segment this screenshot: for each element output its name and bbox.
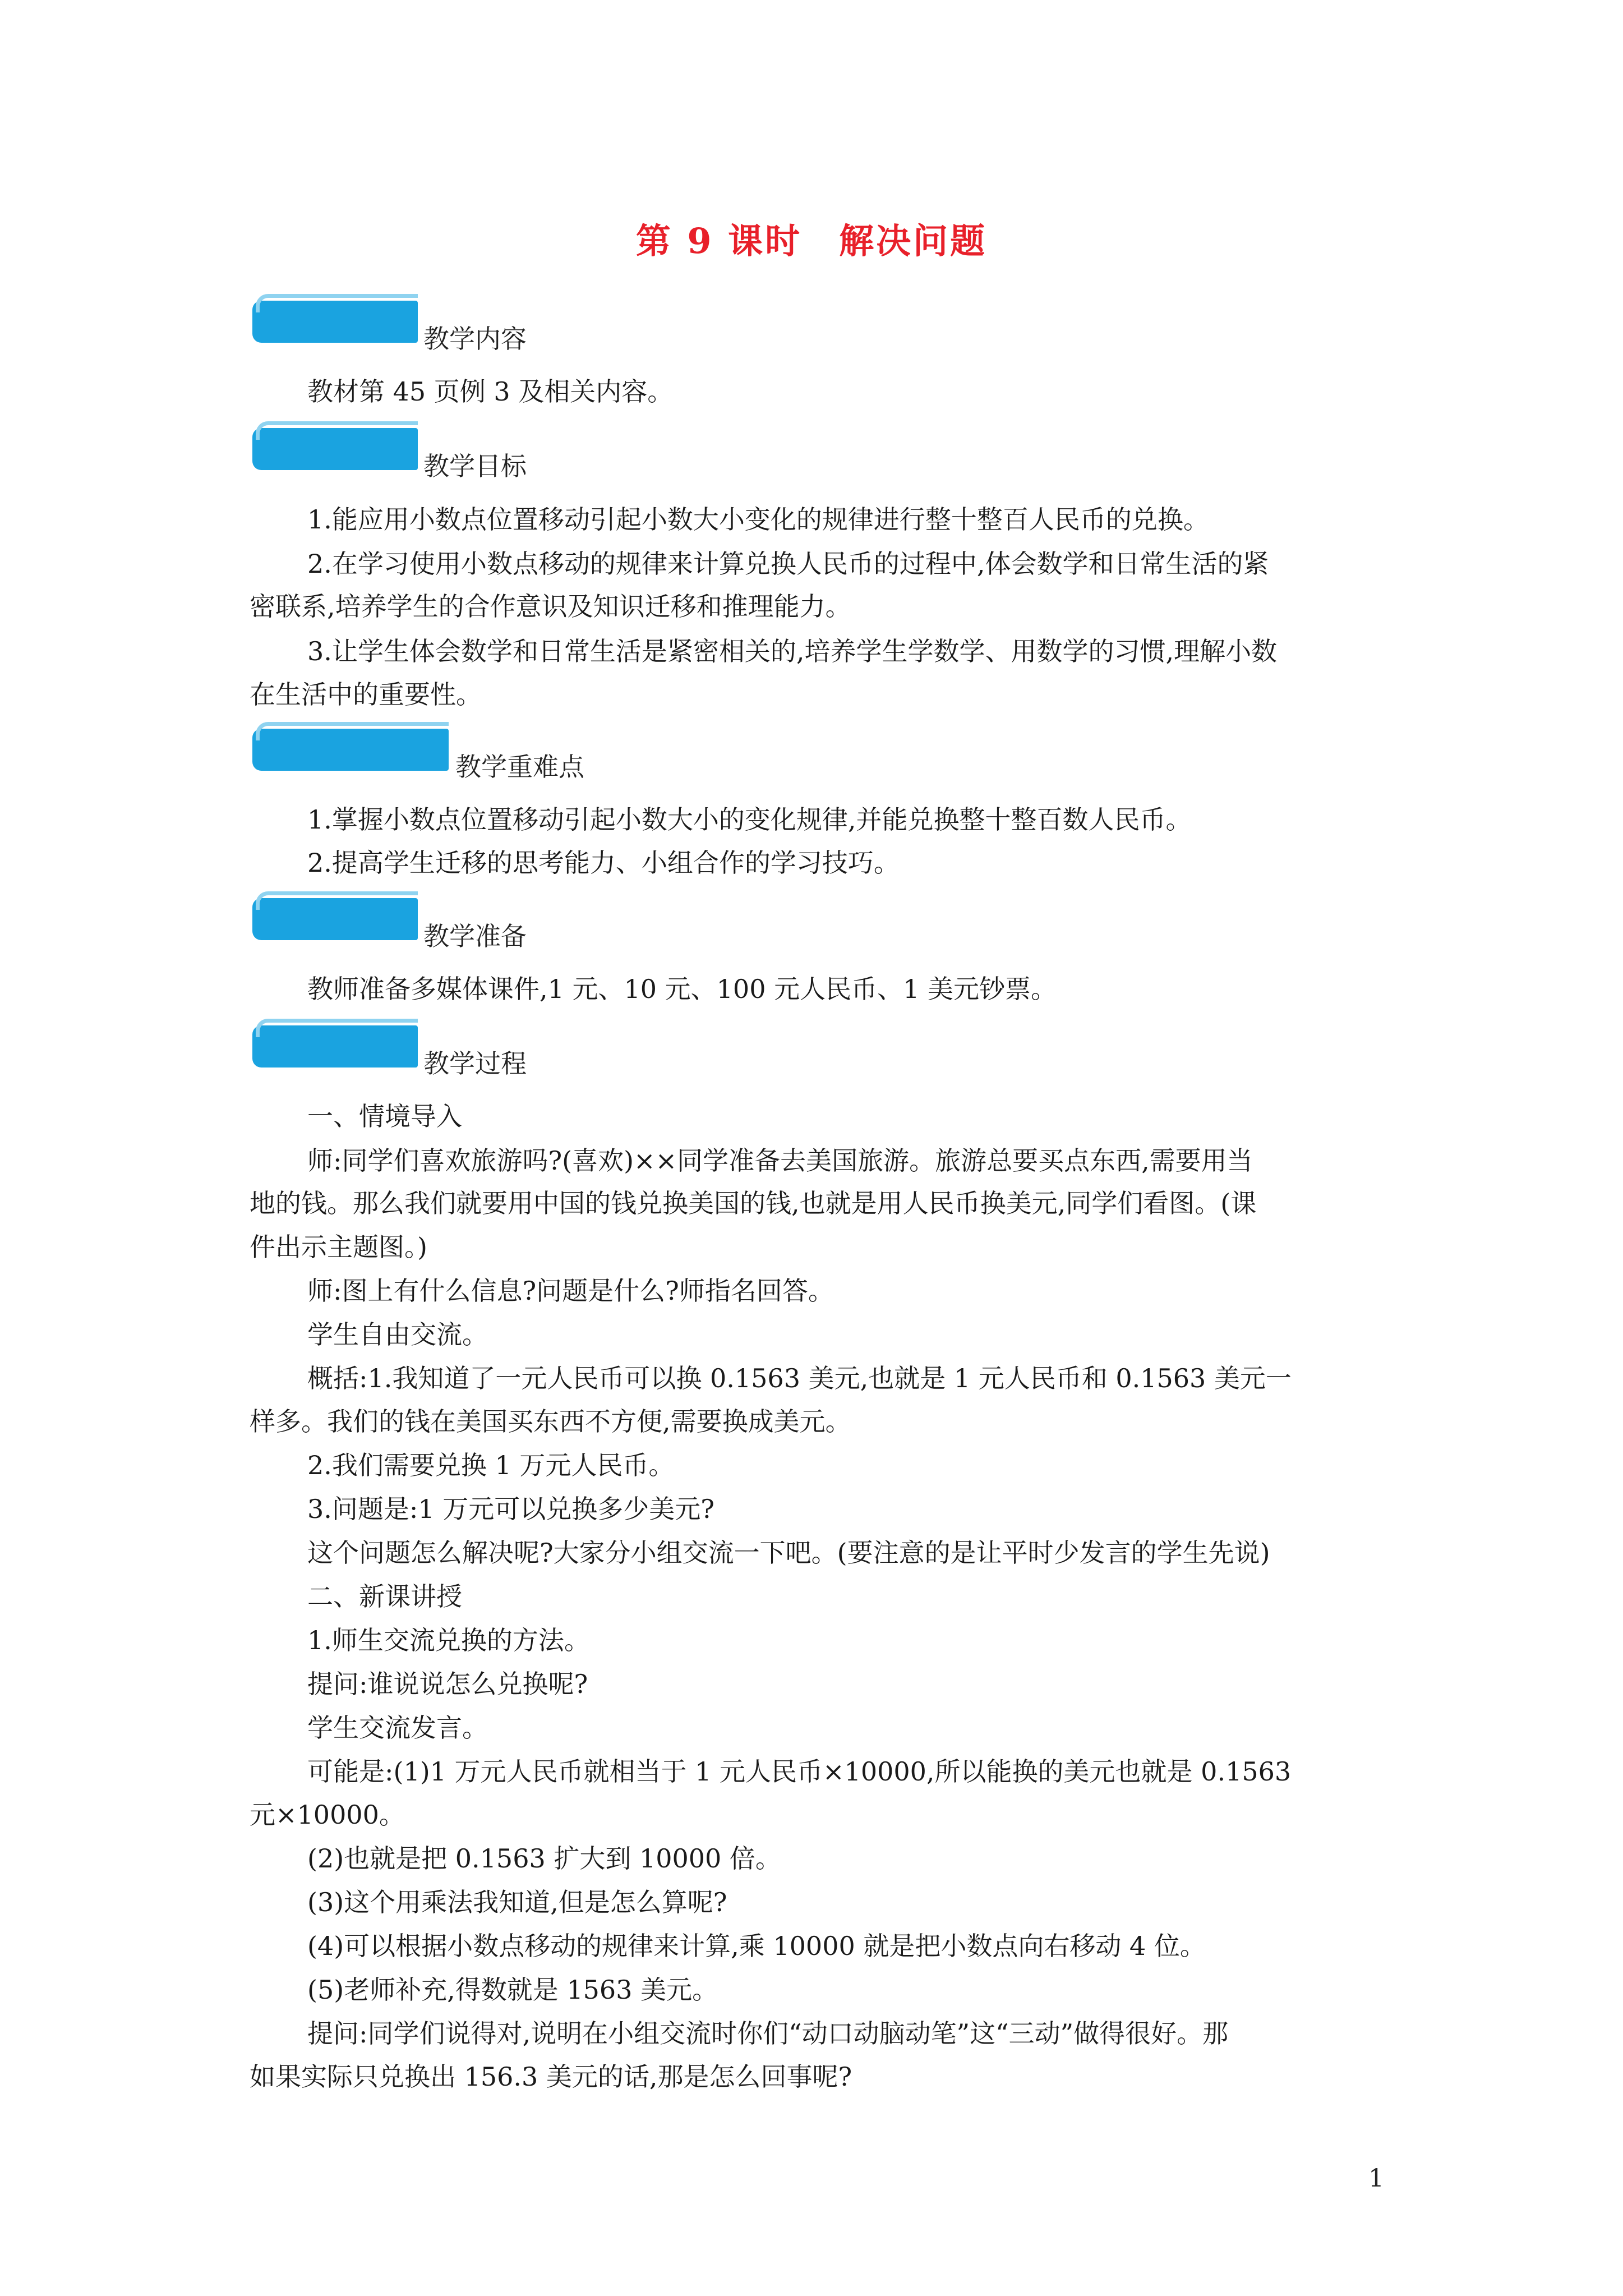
- process-line: (5)老师补充,得数就是 1563 美元。: [307, 1975, 718, 2005]
- process-line: 如果实际只兑换出 156.3 美元的话,那是怎么回事呢?: [250, 2062, 852, 2092]
- process-line: (2)也就是把 0.1563 扩大到 10000 倍。: [307, 1843, 781, 1874]
- process-line: 1.师生交流兑换的方法。: [307, 1625, 590, 1655]
- page-number: 1: [1368, 2164, 1384, 2193]
- process-line: 学生交流发言。: [307, 1713, 488, 1743]
- goal-line: 1.能应用小数点位置移动引起小数大小变化的规律进行整十整百人民币的兑换。: [307, 504, 1209, 535]
- section-label: 教学过程: [423, 1048, 527, 1079]
- section-tab-icon: [252, 898, 418, 940]
- process-line: 二、新课讲授: [307, 1581, 462, 1612]
- prep-text: 教师准备多媒体课件,1 元、10 元、100 元人民币、1 美元钞票。: [307, 974, 1057, 1004]
- section-label: 教学内容: [423, 324, 527, 354]
- section-tab-icon: [252, 1025, 418, 1068]
- process-line: 样多。我们的钱在美国买东西不方便,需要换成美元。: [250, 1406, 851, 1437]
- process-line: 地的钱。那么我们就要用中国的钱兑换美国的钱,也就是用人民币换美元,同学们看图。(课: [250, 1188, 1257, 1218]
- section-label: 教学准备: [423, 921, 527, 951]
- process-line: 师:同学们喜欢旅游吗?(喜欢)××同学准备去美国旅游。旅游总要买点东西,需要用当: [307, 1145, 1253, 1176]
- section-label: 教学重难点: [455, 752, 584, 782]
- lesson-title: 第 9 课时 解决问题: [635, 220, 988, 261]
- process-line: 件出示主题图。): [250, 1232, 427, 1262]
- process-line: 这个问题怎么解决呢?大家分小组交流一下吧。(要注意的是让平时少发言的学生先说): [307, 1538, 1270, 1568]
- section-tab-icon: [252, 729, 449, 771]
- process-line: 元×10000。: [250, 1800, 405, 1830]
- process-line: (3)这个用乘法我知道,但是怎么算呢?: [307, 1887, 727, 1917]
- goal-line: 2.在学习使用小数点移动的规律来计算兑换人民币的过程中,体会数学和日常生活的紧: [307, 549, 1269, 579]
- process-line: 一、情境导入: [307, 1101, 462, 1131]
- section-tab-icon: [252, 428, 418, 470]
- process-line: 可能是:(1)1 万元人民币就相当于 1 元人民币×10000,所以能换的美元也就是 0.1563: [307, 1756, 1292, 1787]
- process-line: 提问:同学们说得对,说明在小组交流时你们“动口动脑动笔”这“三动”做得很好。那: [307, 2018, 1229, 2049]
- process-line: 2.我们需要兑换 1 万元人民币。: [307, 1450, 675, 1480]
- process-line: (4)可以根据小数点移动的规律来计算,乘 10000 就是把小数点向右移动 4 位。: [307, 1931, 1206, 1961]
- section-label: 教学目标: [423, 451, 527, 481]
- keypoint-line: 2.提高学生迁移的思考能力、小组合作的学习技巧。: [307, 848, 900, 878]
- content-text: 教材第 45 页例 3 及相关内容。: [307, 376, 674, 407]
- process-line: 概括:1.我知道了一元人民币可以换 0.1563 美元,也就是 1 元人民币和 0.1563 美元一: [307, 1363, 1292, 1393]
- goal-line: 密联系,培养学生的合作意识及知识迁移和推理能力。: [250, 591, 851, 622]
- section-tab-icon: [252, 301, 418, 343]
- process-line: 3.问题是:1 万元可以兑换多少美元?: [307, 1494, 714, 1524]
- keypoint-line: 1.掌握小数点位置移动引起小数大小的变化规律,并能兑换整十整百数人民币。: [307, 804, 1192, 835]
- goal-line: 在生活中的重要性。: [250, 679, 482, 710]
- goal-line: 3.让学生体会数学和日常生活是紧密相关的,培养学生学数学、用数学的习惯,理解小数: [307, 636, 1278, 666]
- process-line: 学生自由交流。: [307, 1319, 488, 1350]
- process-line: 提问:谁说说怎么兑换呢?: [307, 1669, 588, 1699]
- process-line: 师:图上有什么信息?问题是什么?师指名回答。: [307, 1276, 834, 1306]
